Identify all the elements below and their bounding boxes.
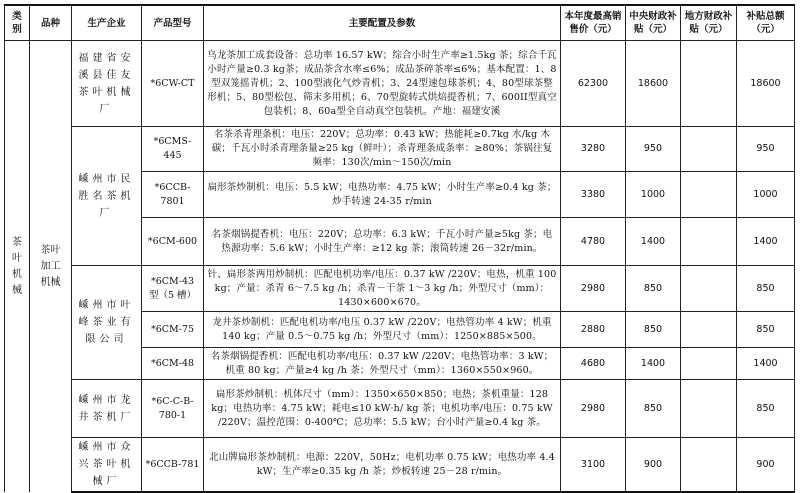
header-config: 主要配置及参数	[204, 5, 561, 41]
header-central-subsidy: 中央财政补贴（元）	[626, 5, 681, 41]
config-cell: 扁形茶炒制机：机体尺寸（mm）：1350×650×850；电热；茶机重量：128 kg；电热功率：4.75 kW；耗电≤10 kW·h/ kg 茶；电机功率/电压：0.75 kW /220V；温控范围：0-400℃；总功率：5.5 kW；台小时产量≥0.4 kg 茶。	[204, 380, 561, 438]
local-subsidy-cell	[681, 41, 737, 127]
price-cell: 4780	[561, 218, 626, 266]
header-category: 类别	[5, 5, 30, 41]
price-cell: 2980	[561, 380, 626, 438]
header-row	[5, 5, 795, 41]
company-cell: 福建省安溪县佳友茶叶机械厂	[72, 41, 142, 127]
model-cell: *6CM-48	[142, 348, 204, 380]
model-cell: *6CM-43 型（5 槽）	[142, 266, 204, 312]
central-subsidy-cell: 850	[626, 266, 681, 312]
central-subsidy-cell: 1400	[626, 348, 681, 380]
model-cell: *6C-C-B-780-1	[142, 380, 204, 438]
total-subsidy-cell: 850	[737, 380, 795, 438]
model-cell: *6CW-CT	[142, 41, 204, 127]
config-cell: 乌龙茶加工成套设备：总功率 16.57 kW；综合小时生产率≥1.5kg 茶；综合千瓦小时产量≥0.3 kg茶；成品茶含水率≤6%；成品茶碎茶率≤6%；基本配置：1、8型双笼摇青机；2、100型液化气炒青机；3、24型速包球茶机；4、80型球茶整形机；5、80型松包、筛末多用机；6、70型旋转式烘焙提香机；7、600II型真空包装机；8、60a型全自动真空包装机。产地：福建安溪	[204, 41, 561, 127]
price-cell: 3100	[561, 438, 626, 493]
config-cell: 龙井茶炒制机：匹配电机功率/电压 0.37 kW /220V；电热管功率 4 kW；机重 140 kg；产量 0.5～0.75 kg /h；外型尺寸（mm）：1250×885×500。	[204, 312, 561, 348]
model-cell: *6CCB-7801	[142, 172, 204, 218]
price-cell: 2880	[561, 312, 626, 348]
table-row	[5, 266, 795, 312]
model-cell: *6CMS-445	[142, 127, 204, 172]
config-cell: 名茶杀青理条机：电压：220V；总功率：0.43 kW；热能耗≥0.7kg 水/kg 木碳；千瓦小时杀青理条量≥25 kg（鲜叶）；杀青理条成条率：≥80%；茶锅往复频率：130次/min～150次/min	[204, 127, 561, 172]
model-cell: *6CCB-781	[142, 438, 204, 493]
price-cell: 3380	[561, 172, 626, 218]
header-local-subsidy: 地方财政补贴（元）	[681, 5, 737, 41]
table-row	[5, 127, 795, 172]
local-subsidy-cell	[681, 438, 737, 493]
central-subsidy-cell: 1000	[626, 172, 681, 218]
local-subsidy-cell	[681, 380, 737, 438]
header-company: 生产企业	[72, 5, 142, 41]
price-cell: 3280	[561, 127, 626, 172]
price-cell: 4680	[561, 348, 626, 380]
config-cell: 名茶烟锅提香机：电压：220V；总功率：6.3 kW；千瓦小时产量≥5kg 茶；电热源功率：5.6 kW；小时生产率：≥12 kg 茶；滚筒转速 26－32r/min。	[204, 218, 561, 266]
total-subsidy-cell: 950	[737, 127, 795, 172]
header-model: 产品型号	[142, 5, 204, 41]
subsidy-table	[4, 4, 795, 493]
local-subsidy-cell	[681, 172, 737, 218]
total-subsidy-cell: 850	[737, 312, 795, 348]
table-row	[5, 41, 795, 127]
company-cell: 嵊州市叶峰茶业有限公司	[72, 266, 142, 380]
company-cell: 嵊州市民胜名茶机厂	[72, 127, 142, 266]
local-subsidy-cell	[681, 266, 737, 312]
model-cell: *6CM-600	[142, 218, 204, 266]
table-row	[5, 380, 795, 438]
local-subsidy-cell	[681, 218, 737, 266]
total-subsidy-cell: 900	[737, 438, 795, 493]
central-subsidy-cell: 1400	[626, 218, 681, 266]
header-price: 本年度最高销售价（元）	[561, 5, 626, 41]
total-subsidy-cell: 1000	[737, 172, 795, 218]
total-subsidy-cell: 1400	[737, 218, 795, 266]
price-cell: 62300	[561, 41, 626, 127]
total-subsidy-cell: 1400	[737, 348, 795, 380]
central-subsidy-cell: 850	[626, 380, 681, 438]
local-subsidy-cell	[681, 127, 737, 172]
config-cell: 针、扁形茶两用炒制机：匹配电机功率/电压：0.37 kW /220V；电热，机重 100 kg；产量：杀青 6～7.5 kg /h；杀青－干茶 1～3 kg /h；外型尺寸（mm）：1430×600×670。	[204, 266, 561, 312]
company-cell: 嵊州市众兴茶叶机械厂	[72, 438, 142, 493]
total-subsidy-cell: 18600	[737, 41, 795, 127]
local-subsidy-cell	[681, 312, 737, 348]
central-subsidy-cell: 900	[626, 438, 681, 493]
price-cell: 2980	[561, 266, 626, 312]
category-cell: 茶叶机械	[5, 41, 30, 493]
local-subsidy-cell	[681, 348, 737, 380]
total-subsidy-cell: 850	[737, 266, 795, 312]
kind-cell: 茶叶加工机械	[30, 41, 72, 493]
config-cell: 扁形茶炒制机：电压：5.5 kW；电热功率：4.75 kW；小时生产率≥0.4 kg 茶；炒手转速 24-35 r/min	[204, 172, 561, 218]
header-kind: 品种	[30, 5, 72, 41]
central-subsidy-cell: 18600	[626, 41, 681, 127]
central-subsidy-cell: 850	[626, 312, 681, 348]
central-subsidy-cell: 950	[626, 127, 681, 172]
model-cell: *6CM-75	[142, 312, 204, 348]
config-cell: 北山牌扁形茶炒制机：电源：220V，50Hz；电机功率 0.75 kW；电热功率 4.4 kW；生产率≥0.35 kg /h 茶；炒板转速 25－28 r/min。	[204, 438, 561, 493]
header-total-subsidy: 补贴总额（元）	[737, 5, 795, 41]
table-row	[5, 438, 795, 493]
company-cell: 嵊州市龙井茶机厂	[72, 380, 142, 438]
config-cell: 名茶烟锅提香机：匹配电机功率/电压：0.37 kW /220V；电热管功率：3 kW；机重 80 kg；产量≥4 kg /h 茶；外型尺寸（mm）：1360×550×960。	[204, 348, 561, 380]
